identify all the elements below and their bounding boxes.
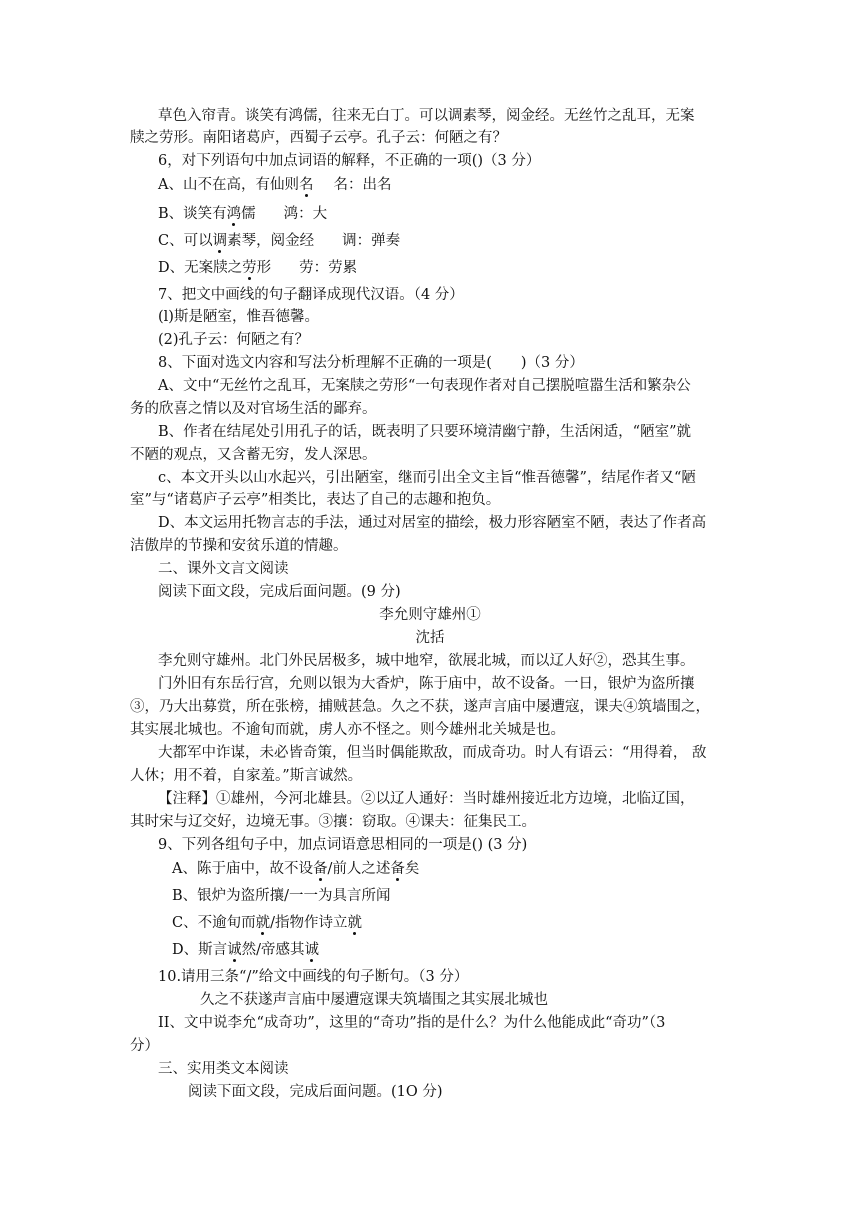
dotted-word: 备 [312,861,328,877]
annotation-line: 其时宋与辽交好，边境无事。③攘：窃取。④课夫：征集民工。 [130,814,536,830]
dotted-word: 就 [255,915,271,931]
dotted-word: 诚 [304,942,320,958]
question-7-sentence: (l)斯是陋室，惟吾德馨。 [158,309,319,325]
question-6-option-c: C、可以调素琴，阅金经 调：弹奏 [158,233,401,249]
question-9-option-b: B、银炉为盗所攘/一一为具言所闻 [172,888,391,904]
question-9-stem: 9、下列各组句子中，加点词语意思相同的一项是() (3 分) [158,837,528,853]
question-9-option-d: D、斯言诚然/帝感其诚 [172,942,320,958]
question-8-option-a: A、文中“无丝竹之乱耳，无案牍之劳形“一句表现作者对自己摆脱喧嚣生活和繁杂公 [158,378,691,394]
question-8-option-d: 洁傲岸的节操和安贫乐道的情趣。 [130,538,348,554]
question-8-option-b: 不陋的观点，又含蓄无穷，发人深思。 [130,447,377,463]
question-10-stem: 10.请用三条“/”给文中画线的句子断句。（3 分） [158,969,469,985]
dotted-word: 诚 [227,942,242,958]
question-6-stem: 6，对下列语句中加点词语的解释，不正确的一项()（3 分） [158,153,541,169]
question-8-option-d: D、本文运用托物言志的手法，通过对居室的描绘，极力形容陋室不陋，表达了作者高 [158,515,707,531]
passage-line: 草色入帘青。谈笑有鸿儒，往来无白丁。可以调素琴，阅金经。无丝竹之乱耳，无案 [158,108,695,124]
question-6-option-d: D、无案牍之劳形 劳：劳累 [158,260,358,276]
annotation-line: 【注释】①雄州，今河北雄县。②以辽人通好：当时雄州接近北方边境，北临辽国， [158,791,695,807]
passage-author: 沈括 [415,630,445,646]
question-11-stem: II、文中说李允“成奇功”，这里的“奇功”指的是什么？为什么他能成此“奇功”（3 [158,1015,666,1031]
dotted-word: 备 [390,861,405,877]
question-6-option-b: B、谈笑有鸿儒 鸿：大 [158,206,328,222]
question-10-sentence: 久之不获遂声言庙中屡遭寇课夫筑墙围之其实展北城也 [200,992,548,1008]
dotted-word: 劳 [242,260,257,276]
question-9-option-c: C、不逾旬而就/指物作诗立就 [172,915,362,931]
question-7-stem: 7、把文中画线的句子翻译成现代汉语。（4 分） [158,287,464,303]
dotted-word: 名 [298,177,314,193]
passage-line: ③，乃大出募赏，所在张榜，捕贼甚急。久之不获，遂声言庙中屡遭寇，课夫④筑墙围之， [130,699,710,715]
question-7-sentence: (2)孔子云：何陋之有？ [158,332,310,348]
question-8-option-c: 室”与“诸葛庐子云亭”相类比，表达了自己的志趣和抱负。 [130,492,501,508]
section-heading: 二、课外文言文阅读 [158,561,289,577]
dotted-word: 鸿 [226,206,242,222]
question-9-option-a: A、陈于庙中，故不设备/前人之述备矣 [172,861,420,877]
question-8-option-c: c、本文开头以山水起兴，引出陋室，继而引出全文主旨“惟吾德馨”，结尾作者又“陋 [158,470,696,486]
passage-line: 人休；用不着，自家羞。”斯言诚然。 [130,768,363,784]
question-6-option-a: A、山不在高，有仙则名 名：出名 [158,177,392,193]
passage-line: 牍之劳形。南阳诸葛庐，西蜀子云亭。孔子云：何陋之有？ [130,130,507,146]
dotted-word: 就 [347,915,362,931]
section-heading: 三、实用类文本阅读 [158,1061,289,1077]
question-8-stem: 8、下面对选文内容和写法分析理解不正确的一项是( )（3 分） [158,355,584,371]
dotted-word: 调 [212,233,228,249]
question-8-option-a: 务的欣喜之情以及对官场生活的鄙弃。 [130,401,377,417]
passage-line: 李允则守雄州。北门外民居极多，城中地窄，欲展北城，而以辽人好②，恐其生事。 [158,653,695,669]
passage-line: 其实展北城也。不逾旬而就，虏人亦不怪之。则今雄州北关城是也。 [130,722,565,738]
section-instruction: 阅读下面文段，完成后面问题。(9 分) [158,584,401,600]
question-8-option-b: B、作者在结尾处引用孔子的话，既表明了只要环境清幽宁静，生活闲适，“陋室”就 [158,424,691,440]
question-11-stem: 分） [130,1038,159,1054]
passage-title: 李允则守雄州① [379,607,481,623]
section-instruction: 阅读下面文段，完成后面问题。(1O 分) [188,1084,443,1100]
passage-line: 大都军中诈谋，未必皆奇策，但当时偶能欺敌，而成奇功。时人有语云：“用得着， 敌 [158,745,707,761]
passage-line: 门外旧有东岳行宫，允则以银为大香炉，陈于庙中，故不设备。一日，银炉为盗所攘 [158,676,695,692]
